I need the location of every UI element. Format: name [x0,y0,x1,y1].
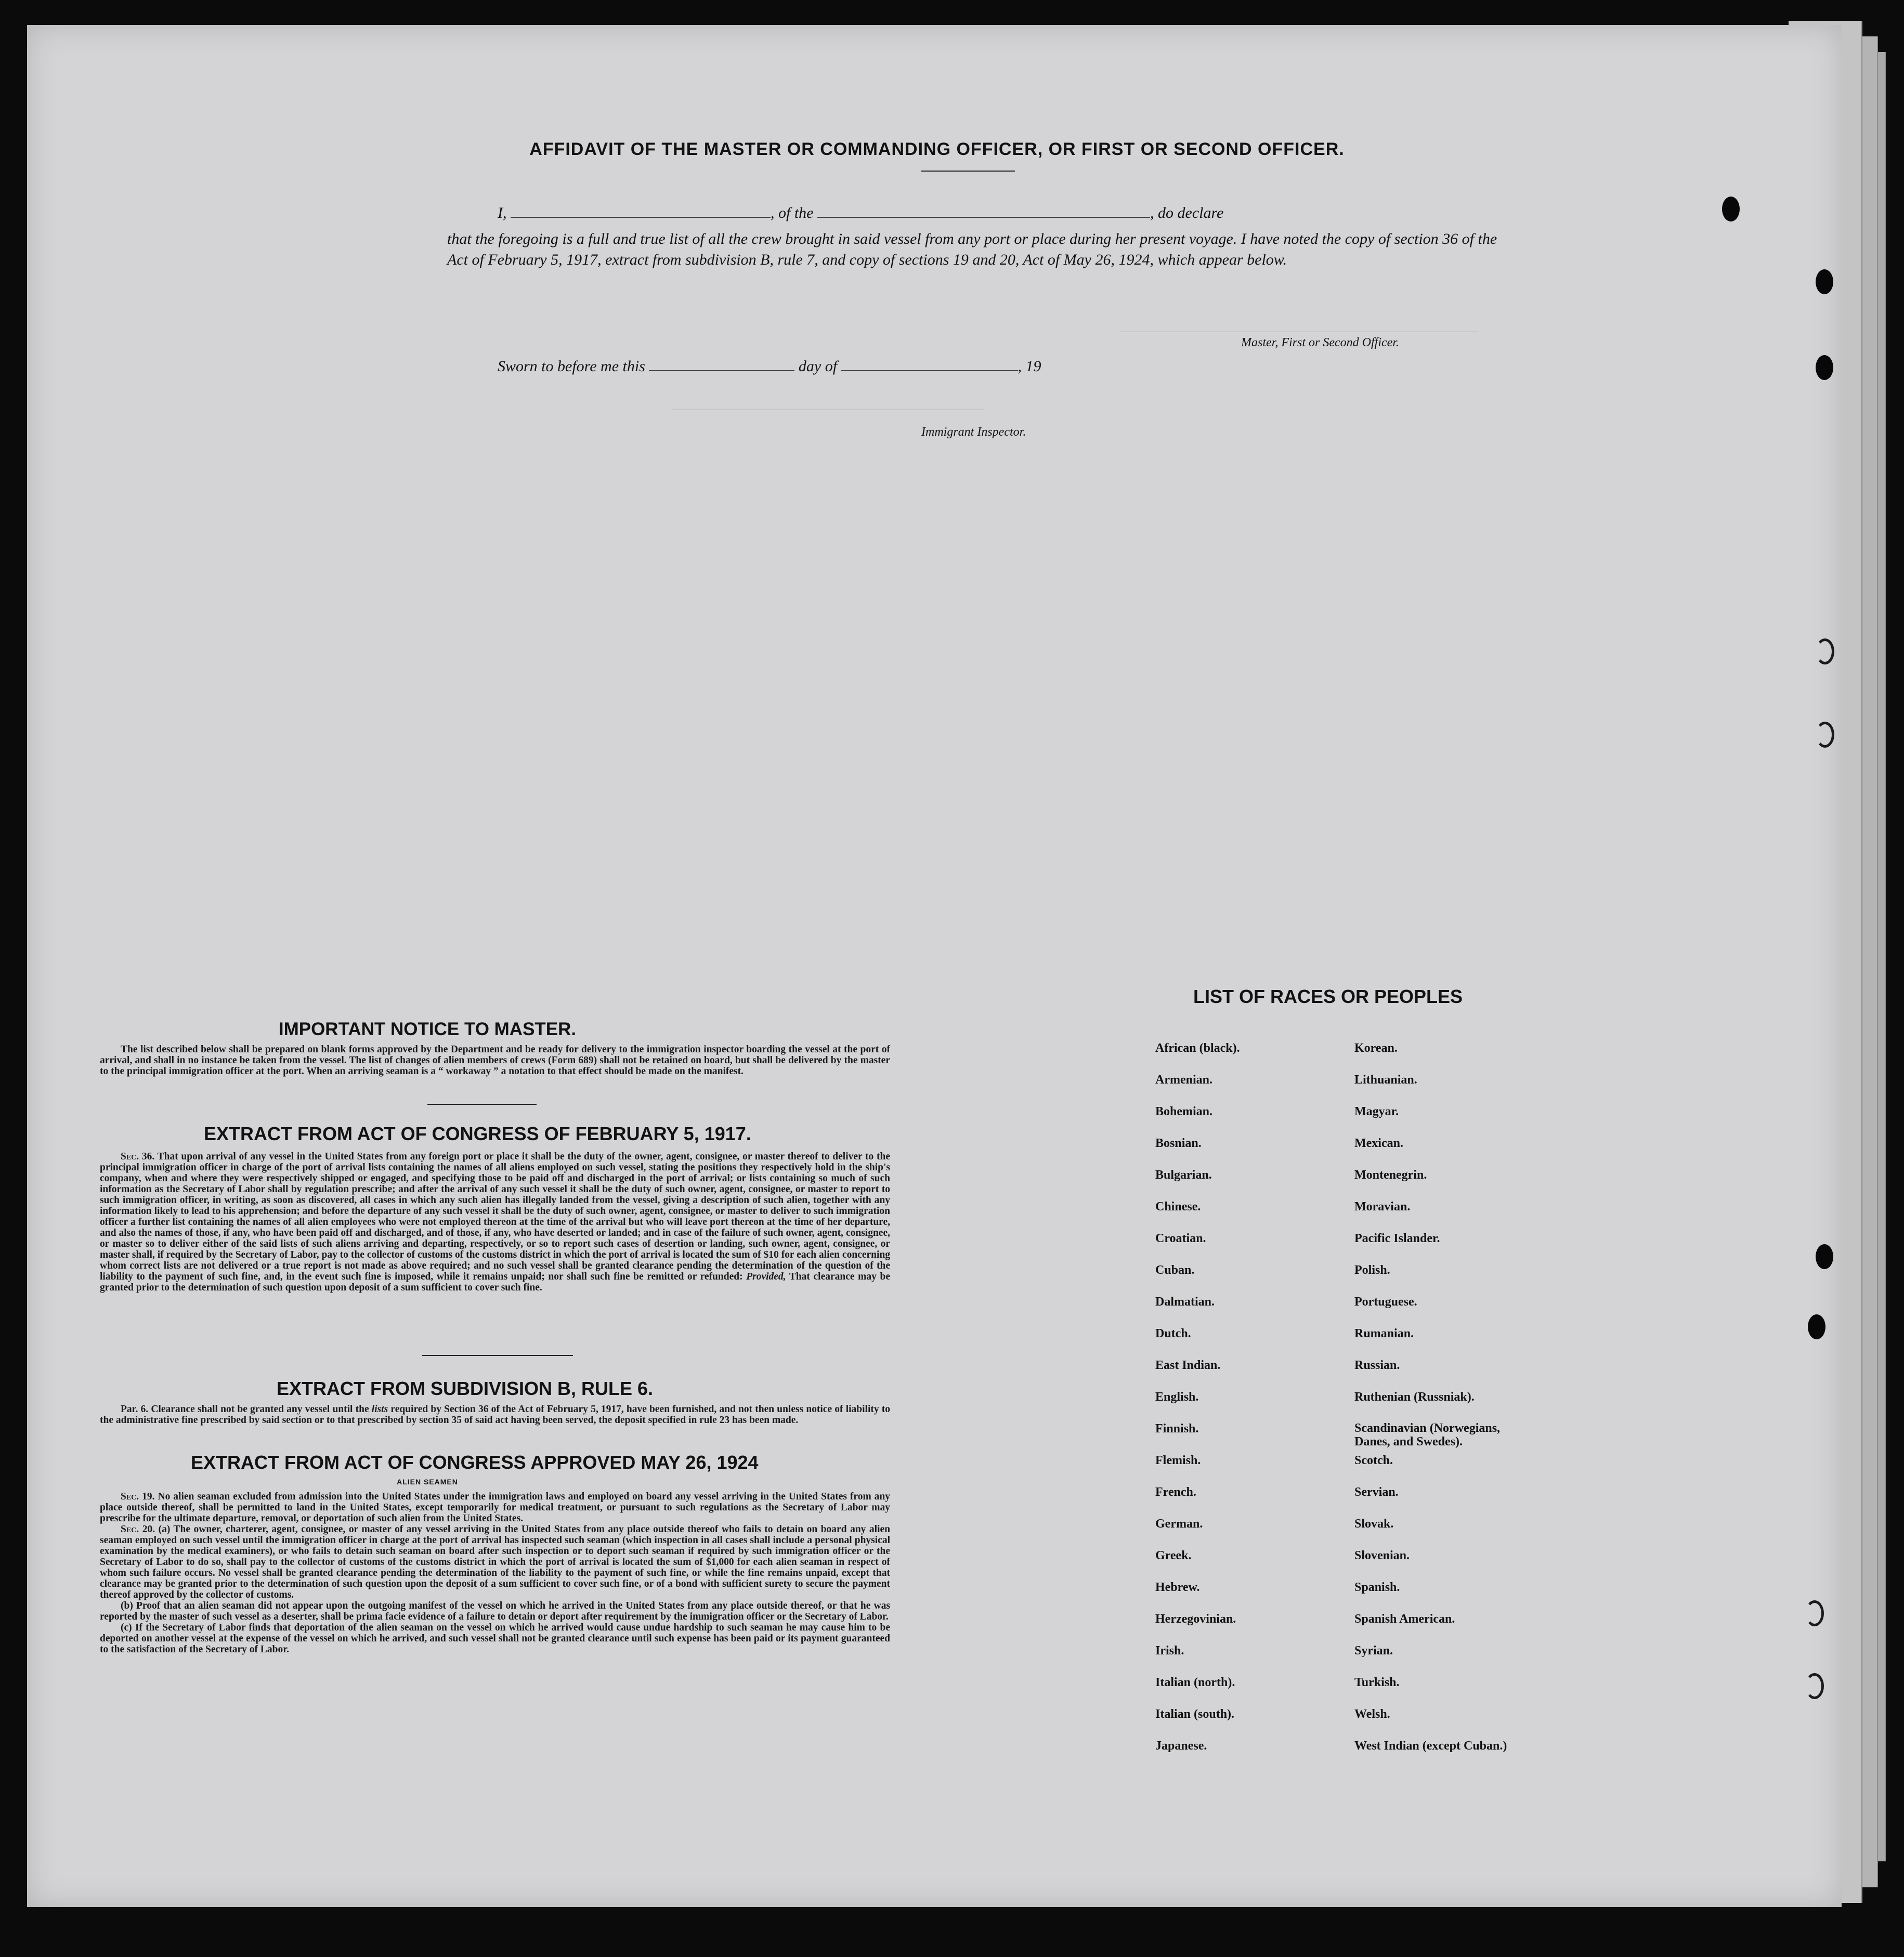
year-label: , 19 [1018,358,1041,375]
race-item: Armenian. [1155,1073,1212,1087]
race-item: Lithuanian. [1354,1073,1417,1087]
affidavit-statement: that the foregoing is a full and true list of all the crew brought in said vessel from any port or place during her present voyage. I have noted the copy of section 36 of the Act of February 5, 1917, extract from subdivision B, rule 7, and copy of sections 19 and 20, Act of May 26, 1924, which appear below. [447,230,1497,268]
race-item: Finnish. [1155,1422,1199,1436]
race-item: Dalmatian. [1155,1295,1215,1309]
rule6-title: EXTRACT FROM SUBDIVISION B, RULE 6. [277,1378,654,1399]
race-item: Italian (south). [1155,1707,1235,1721]
lists-word: lists [371,1404,388,1415]
race-item: Italian (north). [1155,1676,1235,1689]
punch-hole [1816,638,1834,664]
race-item: Bosnian. [1155,1137,1202,1150]
race-item: Portuguese. [1354,1295,1417,1309]
provided-word: Provided, [746,1271,786,1282]
sec20a-body: (a) The owner, charterer, agent, consignee, or master of any vessel arriving in the United States from any place outside thereof who fails to detain on board any alien seaman employed on such vessel until the immigration officer in charge at the port of arrival has inspected such seaman (which inspection in all cases shall include a personal physical examination by the medical examiners), or who fails to detain such seaman on board after such inspection or to deport such seaman if required by such immigration officer or the Secretary of Labor to do so, shall pay to the collector of customs of the customs district in which the port of arrival is located the sum of $1,000 for each alien seaman in respect of whom such failure occurs. No vessel shall be granted clearance pending the determination of the liability to the payment of such fine, or while the fine remains unpaid, except that clearance may be granted prior to the determination of such question upon the deposit of a sum sufficient to cover such fine, or of a bond with sufficient surety to secure the payment thereof approved by the collector of customs. [100,1524,891,1600]
rule6-text-a: Par. 6. Clearance shall not be granted any vessel until the [121,1404,369,1415]
declarant-name-field[interactable] [511,217,771,218]
master-signature-label: Master, First or Second Officer. [1241,336,1399,349]
races-column-2 [1354,1041,1526,1770]
race-item: Hebrew. [1155,1581,1200,1594]
rule6-text-b: required by Section 36 of the Act of February 5, 1917, have been furnished, and not then unless notice of liability to the administrative fine prescribed by said section or to that prescribed by section 35 of said act having been served, the deposit specified in rule 23 has been made. [100,1404,891,1426]
sec20-label: Sec. 20. [121,1524,155,1535]
race-item: Irish. [1155,1644,1184,1658]
race-item: Slovenian. [1354,1549,1410,1562]
race-item: Slovak. [1354,1517,1394,1531]
extract-1917-title: EXTRACT FROM ACT OF CONGRESS OF FEBRUARY 5, 1917. [204,1123,751,1144]
race-item: Japanese. [1155,1739,1207,1753]
sec36-paragraph [100,1151,890,1293]
race-item: English. [1155,1390,1199,1404]
inspector-signature-label: Immigrant Inspector. [921,425,1026,439]
notice-paragraph: The list described below shall be prepared on blank forms approved by the Department and be ready for delivery to the immigration inspector boarding the vessel at the port of arrival, and shall in no instance be taken from the vessel. The list of changes of alien members of crews (Form 689) shall not be retained on board, but shall be delivered by the master to the principal immigration officer at the port. When an arriving seaman is a “ workaway ” a notation to that effect should be made on the manifest. [100,1044,890,1077]
of-the-label: , of the [771,204,814,221]
vessel-name-field[interactable] [817,217,1150,218]
sec36-body: That upon arrival of any vessel in the United States from any foreign port or place it shall be the duty of the owner, agent, consignee, or master thereof to deliver to the principal immigration officer in charge of the port of arrival lists containing the names of all aliens employed on such vessel, stating the positions they respectively hold in the ship's company, when and where they were respectively shipped or engaged, and specifying those to be paid off and discharged in the port of arrival; or lists containing so much of such information as the Secretary of Labor shall by regulation prescribe; and after the arrival of any such vessel it shall be the duty of such owner, agent, consignee, or master to report to such immigration officer, in writing, as soon as discovered, all cases in which any such alien has illegally landed from the vessel, giving a description of such alien, together with any information likely to lead to his apprehension; and before the departure of any such vessel it shall be the duty of such owner, agent, consignee, or master to deliver to such immigration officer a further list containing the names of all alien employees who were not employed thereon at the time of the arrival but who will leave port thereon at the time of her departure, and also the names of those, if any, who have been paid off and discharged, and of those, if any, who have deserted or landed; and in case of the failure of such owner, agent, consignee, or master so to deliver either of the said lists of such aliens arriving and departing, respectively, or so to report such cases of desertion or landing, such owner, agent, consignee, or master shall, if required by the Secretary of Labor, pay to the collector of customs of the customs district in which the port of arrival is located the sum of $10 for each alien concerning whom correct lists are not delivered or a true report is not made as above required; and no such vessel shall be granted clearance pending the determination of the question of the liability to the payment of such fine, and, in the event such fine is imposed, while it remains unpaid; nor shall such fine be remitted or refunded: [100,1151,890,1282]
race-item: Herzegovinian. [1155,1612,1236,1626]
race-item: Ruthenian (Russniak). [1354,1390,1475,1404]
race-item: Flemish. [1155,1454,1201,1467]
race-item: Scotch. [1354,1454,1393,1467]
race-item: Croatian. [1155,1232,1206,1245]
race-item: Korean. [1354,1041,1398,1055]
race-item: Spanish American. [1354,1612,1455,1626]
race-item: Servian. [1354,1485,1399,1499]
sec19-label: Sec. 19. [121,1491,155,1502]
act1924-subtitle: ALIEN SEAMEN [397,1478,458,1486]
notice-title: IMPORTANT NOTICE TO MASTER. [278,1019,577,1039]
divider [921,171,1015,172]
sec36-end: That clearance may be granted prior to the determination of such question upon deposit of a sum sufficient to cover such fine. [100,1271,891,1293]
race-item: Russian. [1354,1359,1400,1372]
notice-text [100,1044,890,1077]
punch-hole [1805,1600,1824,1626]
race-item: Greek. [1155,1549,1192,1562]
race-item: Cuban. [1155,1263,1195,1277]
punch-hole [1816,1244,1833,1269]
race-item: Mexican. [1354,1137,1403,1150]
affidavit-line1 [498,204,1223,222]
day-of-label: day of [798,358,838,375]
sworn-day-field[interactable] [649,370,794,371]
act1924-title: EXTRACT FROM ACT OF CONGRESS APPROVED MAY 26, 1924 [191,1452,759,1473]
race-item: French. [1155,1485,1196,1499]
punch-hole [1805,1673,1824,1699]
act1924-text [100,1491,890,1655]
sec19-paragraph [100,1491,890,1524]
declarant-label: I, [498,204,507,221]
sec19-body: No alien seaman excluded from admission into the United States under the immigration laws and employed on board any vessel arriving in the United States from any place outside thereof, shall be permitted to land in the United States, except temporarily for medical treatment, or pursuant to such regulations as the Secretary of Labor may prescribe for the ultimate departure, removal, or deportation of such alien from the United States. [100,1491,891,1524]
race-item: Bulgarian. [1155,1168,1212,1182]
punch-hole [1808,1314,1825,1339]
races-column-1 [1155,1041,1240,1770]
race-item: German. [1155,1517,1203,1531]
punch-hole [1816,269,1833,294]
sworn-label: Sworn to before me this [498,358,645,375]
punch-hole [1816,722,1834,748]
punch-hole [1722,197,1740,221]
rule6-paragraph [100,1404,890,1426]
race-item: Dutch. [1155,1327,1191,1340]
race-item: Spanish. [1354,1581,1400,1594]
sworn-line [498,358,1041,375]
race-item: Turkish. [1354,1676,1400,1689]
form-sheet [27,25,1842,1907]
race-item: East Indian. [1155,1359,1221,1372]
sec20b-paragraph: (b) Proof that an alien seaman did not appear upon the outgoing manifest of the vessel on which he arrived in the United States from any place outside thereof, or that he was reported by the master of such vessel as a deserter, shall be prima facie evidence of a failure to detain or deport after requirement by the immigration officer or the Secretary of Labor. [100,1600,890,1622]
declare-label: , do declare [1150,204,1224,221]
punch-hole [1816,355,1833,380]
rule6-text [100,1404,890,1426]
race-item: Bohemian. [1155,1105,1213,1118]
race-item: Syrian. [1354,1644,1393,1658]
race-item: Magyar. [1354,1105,1399,1118]
race-item: Chinese. [1155,1200,1201,1214]
extract-1917-text [100,1151,890,1293]
race-item: Rumanian. [1354,1327,1414,1340]
sec20c-paragraph: (c) If the Secretary of Labor finds that deportation of the alien seaman on the vessel on which he arrived would cause undue hardship to such seaman he may cause him to be deported on another vessel at the expense of the vessel on which he arrived, and such vessel shall not be granted clearance until such expense has been paid or its payment guaranteed to the satisfaction of the Secretary of Labor. [100,1622,890,1655]
race-item: Scandinavian (Norwegians, Danes, and Swedes). [1354,1421,1501,1449]
race-item: Moravian. [1354,1200,1411,1214]
races-title: LIST OF RACES OR PEOPLES [1193,986,1463,1007]
race-item: Montenegrin. [1354,1168,1427,1182]
sworn-month-field[interactable] [841,370,1018,371]
race-item: West Indian (except Cuban.) [1354,1739,1507,1753]
divider [422,1355,573,1356]
divider [427,1104,537,1105]
race-item: Welsh. [1354,1707,1390,1721]
sec36-label: Sec. 36. [121,1151,155,1162]
race-item: Polish. [1354,1263,1390,1277]
race-item: African (black). [1155,1041,1240,1055]
affidavit-title: AFFIDAVIT OF THE MASTER OR COMMANDING OFFICER, OR FIRST OR SECOND OFFICER. [529,139,1345,159]
race-item: Pacific Islander. [1354,1232,1440,1245]
sec20a-paragraph [100,1524,890,1600]
